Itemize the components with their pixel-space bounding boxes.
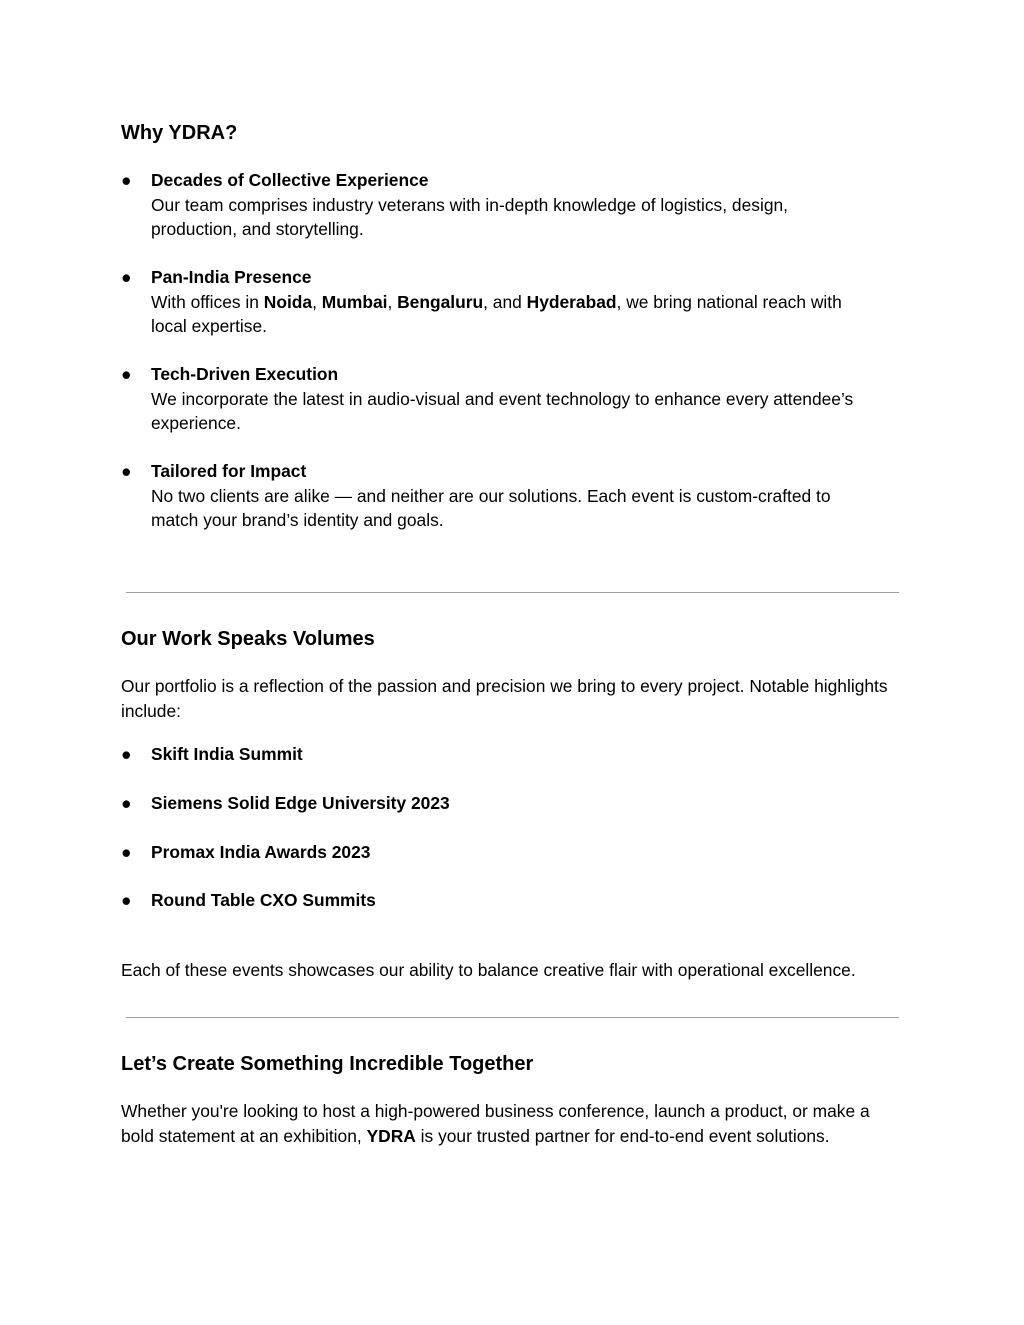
separator: ,	[312, 291, 322, 312]
city-bengaluru: Bengaluru	[397, 291, 484, 312]
section-divider	[126, 592, 899, 593]
separator: , and	[483, 291, 527, 312]
city-hyderabad: Hyderabad	[526, 291, 617, 312]
city-mumbai: Mumbai	[321, 291, 388, 312]
desc-suffix: , we bring national reach with local expertise.	[151, 291, 842, 336]
list-item	[121, 791, 871, 816]
item-title: Tailored for Impact	[151, 461, 307, 481]
highlight-title: Siemens Solid Edge University 2023	[151, 793, 450, 813]
our-work-heading: Our Work Speaks Volumes	[121, 628, 375, 650]
item-description: Our team comprises industry veterans with in-depth knowledge of logistics, design, production, and storytelling.	[151, 194, 788, 239]
section-divider	[126, 1017, 899, 1018]
bullet-icon: ●	[121, 793, 132, 813]
together-text-prefix: Whether you're looking to host a high-powered business conference, launch a product, or make a bold statement at an exhibition,	[121, 1101, 870, 1146]
highlight-title: Skift India Summit	[151, 744, 303, 764]
bullet-icon: ●	[121, 267, 132, 287]
item-description: No two clients are alike — and neither are our solutions. Each event is custom-crafted to match your brand’s identity and goals.	[151, 485, 831, 530]
bullet-icon: ●	[121, 364, 132, 384]
bullet-icon: ●	[121, 842, 132, 862]
separator: ,	[387, 291, 398, 312]
why-ydra-heading: Why YDRA?	[121, 122, 238, 144]
item-title: Decades of Collective Experience	[151, 170, 429, 190]
together-heading: Let’s Create Something Incredible Together	[121, 1053, 534, 1075]
together-text-suffix: is your trusted partner for end-to-end event solutions.	[415, 1125, 830, 1146]
highlight-title: Promax India Awards 2023	[151, 842, 371, 862]
together-paragraph	[121, 1099, 901, 1148]
bullet-icon: ●	[121, 890, 132, 910]
item-title: Tech-Driven Execution	[151, 364, 339, 384]
item-description: We incorporate the latest in audio-visual and event technology to enhance every attendee’s experience.	[151, 388, 854, 433]
city-noida: Noida	[263, 291, 313, 312]
portfolio-closing: Each of these events showcases our ability to balance creative flair with operational excellence.	[121, 960, 856, 980]
bullet-icon: ●	[121, 170, 132, 190]
list-item	[121, 168, 871, 242]
list-item	[121, 888, 871, 913]
bullet-icon: ●	[121, 744, 132, 764]
item-title: Pan-India Presence	[151, 267, 312, 287]
highlight-title: Round Table CXO Summits	[151, 890, 376, 910]
list-item	[121, 840, 871, 865]
list-item	[121, 742, 871, 767]
desc-prefix: With offices in	[151, 291, 264, 312]
list-item	[121, 265, 871, 339]
list-item	[121, 459, 871, 533]
bullet-icon: ●	[121, 461, 132, 481]
item-description	[151, 290, 871, 339]
brand-name: YDRA	[366, 1125, 416, 1146]
list-item	[121, 362, 871, 436]
portfolio-intro: Our portfolio is a reflection of the passion and precision we bring to every project. Notable highlights include:	[121, 676, 888, 721]
